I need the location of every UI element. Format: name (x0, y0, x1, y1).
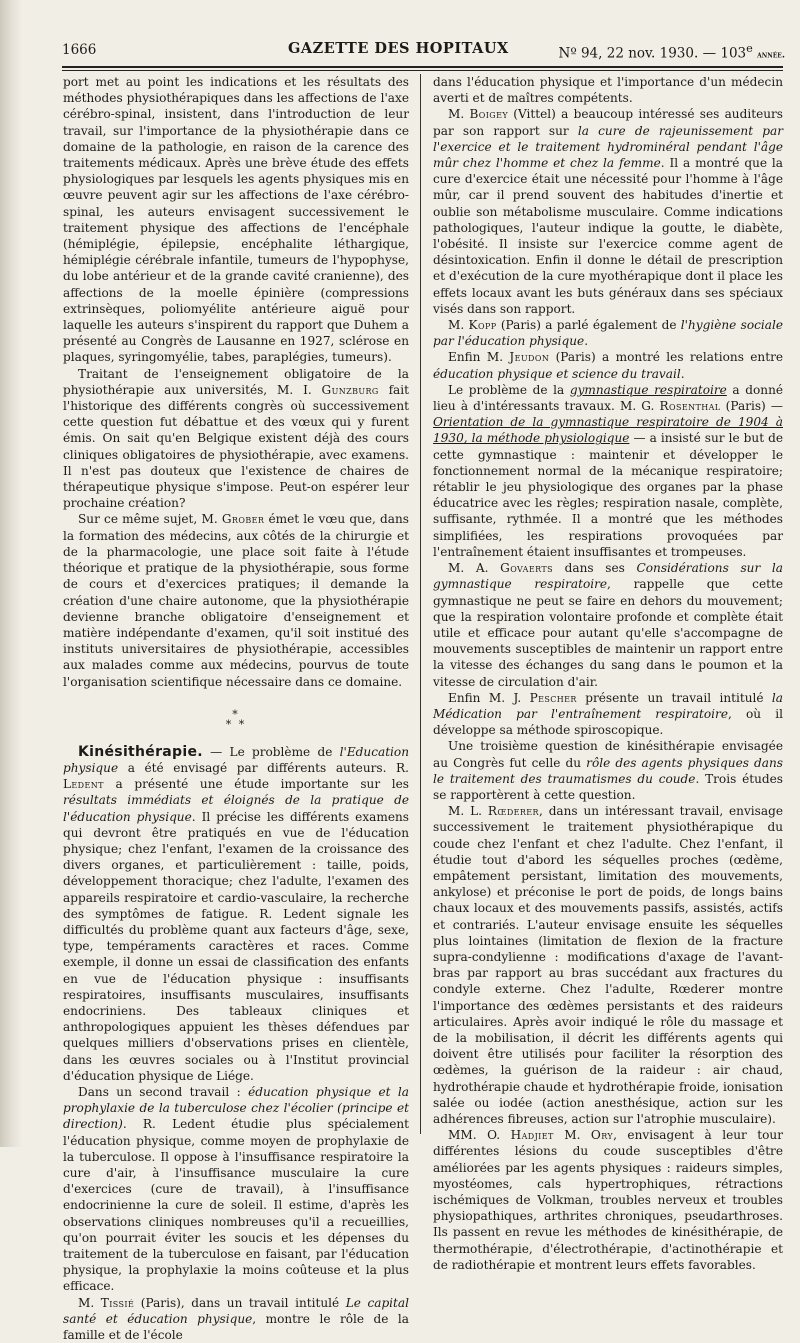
paragraph: Enfin M. J. Pescher présente un travail intitulé la Médication par l'entraînement respiratoire, où il développe sa méthode spiroscopique. (433, 690, 783, 738)
paragraph: M. Boigey (Vittel) a beaucoup intéressé ses auditeurs par son rapport sur la cure de rajeunissement par l'exercice et le traitement hydrominéral pendant l'âge mûr chez l'homme et chez la femme. Il a montré que la cure d'exercice était une nécessité pour l'homme à l'âge mûr, car il prend souvent des habitudes d'inertie et oublie son métabolisme musculaire. Comme indications pathologiques, l'auteur indique la goutte, le diabète, l'obésité. Il insiste sur l'exercice comme agent de désintoxication. Enfin il donne le détail de prescription et d'exécution de la cure myothérapique dont il place les effets locaux avant les buts généraux dans ses spéciaux visés dans son rapport. (433, 107, 784, 316)
paragraph: M. L. Rœderer, dans un intéressant travail, envisage successivement le traitement physiothérapique du coude chez l'enfant et chez l'adulte. Chez l'enfant, il étudie tout d'abord les séquelles proches (œdème, empâtement persistant, limitation des mouvements, ankylose) et préconise le port de poids, de longs bains chaux locaux et des mouvements passifs, assistés, actifs et contrariés. L'auteur envisage ensuite les séquelles plus lointaines (limitation de flexion de la fracture supra-condylienne : modifications d'axage de l'avant-bras par rapport au bras succédant aux fractures du condyle externe. Chez l'adulte, Rœderer montre l'importance des œdèmes persistants et des raideurs articulaires. Après avoir indiqué le rôle du massage et de la mobilisation, il décrit les différents agents qui doivent être utilisés pour faciliter la résorption des œdèmes, la guérison de la raideur : air chaud, hydrothérapie chaude et hydrothérapie froide, ionisation salée ou iodée (action anesthésique, action sur les adhérences fibreuses, action sur l'atrophie musculaire). (433, 804, 783, 1126)
author-name: Ledent (63, 777, 104, 792)
paragraph: M. Tissié (Paris), dans un travail intitulé Le capital santé et éducation physique, montre le rôle de la famille et de l'école (63, 1295, 409, 1343)
author-name: Kopp (468, 318, 497, 333)
right-column (433, 74, 783, 1273)
author-name: Jeudon (509, 350, 550, 365)
author-name: Boigey (469, 107, 509, 122)
section-separator: * * * (225, 707, 247, 731)
paragraph: MM. O. Hadjiet M. Ory, envisagent à leur tour différentes lésions du coude susceptibles d'être améliorées par les agents physiques : raideurs simples, myostéomes, cals hypertrophiques, rétractions ischémiques de Volkman, troubles nerveux et troubles physiopathiques, arthrites chroniques, pseudarthroses. Ils passent en revue les méthodes de kinésithérapie, de thermothérapie, d'électrothérapie, d'actinothérapie et de radiothérapie et montrent leurs effets favorables. (433, 1128, 783, 1272)
column-divider (420, 74, 421, 1134)
author-name: Tissié (100, 1295, 135, 1310)
author-name: Ory (590, 1128, 614, 1143)
page-number: 1666 (62, 42, 97, 58)
paragraph: Dans un second travail : éducation physique et la prophylaxie de la tuberculose chez l'écolier (principe et direction). R. Ledent étudie plus spécialement l'éducation physique, comme moyen de prophylaxie de la tuberculose. Il oppose à l'insuffisance respiratoire la cure d'air, à l'insuffisance musculaire la cure d'exercices (cure de travail), à l'insuffisance endocrinienne la cure de soleil. Il estime, d'après les observations cliniques nombreuses qu'il a recueillies, qu'on pourrait éviter les soucis et les dépenses du traitement de la tuberculose en faisant, par l'éducation physique, la prophylaxie la moins coûteuse et la plus efficace. (63, 1084, 409, 1294)
page-header (50, 40, 785, 66)
journal-title: GAZETTE DES HOPITAUX (288, 40, 509, 57)
paragraph: Sur ce même sujet, M. Grober émet le vœu que, dans la formation des médecins, aux côtés de la chirurgie et de la pharmacologie, une place soit faite à l'étude théorique et pratique de la physiothérapie, sous forme de cours et d'exercices pratiques; il demande la création d'une chaire autonome, que la physiothérapie devienne branche obligatoire d'enseignement et matière indépendante d'examen, qu'il soit institué des instituts universitaires de physiothérapie, accessibles aux malades comme aux médecins, pourvus de toute l'organisation scientifique nécessaire dans ce domaine. (63, 512, 409, 689)
paragraph: Traitant de l'enseignement obligatoire de la physiothérapie aux universités, M. I. Gunzburg fait l'historique des différents congrès où successivement cette question fut débattue et des vœux qui y furent émis. On sait qu'en Belgique existent déjà des cours cliniques obligatoires de physiothérapie, avec examens. Il n'est pas douteux que l'existence de chaires de thérapeutique physique s'impose. Peut-on espérer leur prochaine création? (63, 366, 409, 511)
author-name: Govaerts (500, 561, 553, 576)
paragraph: Le problème de la gymnastique respiratoire a donné lieu à d'intéressants travaux. M. G. Rosenthal (Paris) — Orientation de la gymnastique respiratoire de 1904 à 1930, la méthode physiologique — a insisté sur le but de cette gymnastique : maintenir et développer le fonctionnement normal de la mécanique respiratoire; rétablir le jeu physiologique des organes par la phase éducatrice avec les règles; respiration nasale, complète, suffisante, rythmée. Il a montré que les méthodes simplifiées, les respirations provoquées par l'entraînement étaient insuffisantes et trompeuses. (433, 382, 784, 559)
author-name: Rœderer (487, 804, 539, 819)
header-rule (62, 66, 783, 68)
paragraph: Kinésithérapie. — Le problème de l'Education physique a été envisagé par différents auteurs. R. Ledent a présenté une étude importante sur les résultats immédiats et éloignés de la pratique de l'éducation physique. Il précise les différents examens qui devront être pratiqués en vue de l'éducation physique; chez l'enfant, l'examen de la croissance des divers organes, et particulièrement : taille, poids, développement thoracique; chez l'adulte, l'examen des appareils respiratoire et cardio-vasculaire, la recherche des symptômes de fatigue. R. Ledent signale les difficultés du problème quant aux facteurs d'âge, sexe, type, tempéraments caractères et races. Comme exemple, il donne un essai de classification des enfants en vue de l'éducation physique : insuffisants respiratoires, insuffisants musculaires, insuffisants endocriniens. Des tableaux cliniques et anthropologiques appuient les thèses défendues par quelques milliers d'observations prises en clientèle, dans les œuvres sociales ou à l'Institut provincial d'éducation physique de Liége. (63, 743, 409, 1083)
author-name: Hadjiet (510, 1128, 554, 1143)
issue-info: Nº 94, 22 nov. 1930. — 103e année. (558, 42, 785, 62)
left-column (63, 74, 409, 1343)
section-heading: Kinésithérapie. (78, 743, 203, 760)
paragraph: Une troisième question de kinésithérapie envisagée au Congrès fut celle du rôle des agents physiques dans le traitement des traumatismes du coude. Trois études se rapportèrent à cette question. (433, 739, 783, 802)
paragraph: port met au point les indications et les résultats des méthodes physiothérapiques dans les affections de l'axe cérébro-spinal, insistent, dans l'introduction de leur travail, sur l'importance de la physiothérapie dans ce domaine de la pathologie, en raison de la carence des traitements médicaux. Après une brève étude des effets physiologiques par lesquels les agents physiques mis en œuvre peuvent agir sur les affections de l'axe cérébro-spinal, les auteurs envisagent successivement le traitement physique des affections de l'encéphale (hémiplégie, épilepsie, encéphalite léthargique, hémiplégie cérébrale infantile, tumeurs de l'hypophyse, du lobe antérieur et de la grande cavité cranienne), des affections de la moelle épinière (compressions extrinsèques, poliomyélite antérieure aiguë pour laquelle les auteurs s'inspirent du rapport que Duhem a présenté au Congrès de Lausanne en 1927, sclérose en plaques, syringomyélie, tabes, paraplégies, tumeurs). (63, 75, 409, 365)
paragraph: Enfin M. Jeudon (Paris) a montré les relations entre éducation physique et science du travail. (433, 350, 784, 381)
author-name: Gunzburg (321, 382, 379, 397)
paragraph: M. A. Govaerts dans ses Considérations sur la gymnastique respiratoire, rappelle que cette gymnastique ne peut se faire en dehors du mouvement; que la respiration volontaire profonde et complète était utile et efficace pour autant qu'elle s'accompagne de mouvements susceptibles de maintenir un rapport entre la vitesse des échanges du sang dans le poumon et la vitesse de circulation d'air. (433, 561, 783, 689)
paragraph: M. Kopp (Paris) a parlé également de l'hygiène sociale par l'éducation physique. (433, 318, 784, 349)
author-name: Pescher (529, 690, 577, 705)
header-rule-thin (62, 70, 783, 71)
paragraph: dans l'éducation physique et l'importance d'un médecin averti et de maîtres compétents. (433, 75, 783, 106)
author-name: Rosenthal (659, 399, 721, 414)
author-name: Grober (221, 512, 265, 527)
page-binding-edge (0, 0, 22, 1147)
